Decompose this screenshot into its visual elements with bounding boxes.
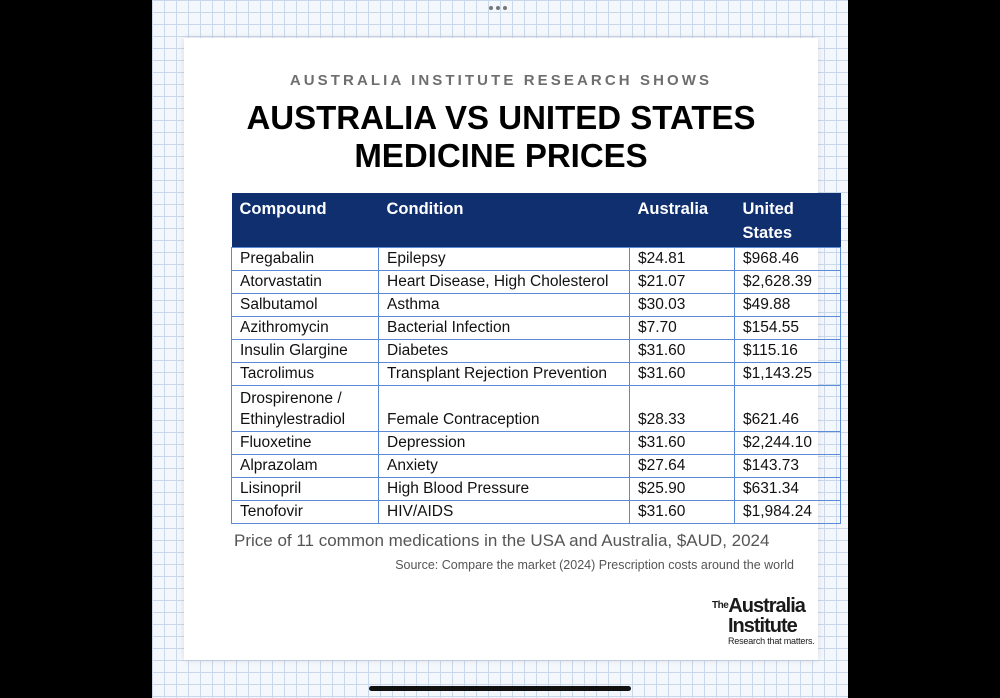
australia-price-cell: $24.81 <box>630 248 735 271</box>
column-header-australia: Australia <box>630 193 735 248</box>
us-price-cell: $621.46 <box>735 386 841 432</box>
australia-price-cell: $21.07 <box>630 271 735 294</box>
condition-cell: Asthma <box>379 294 630 317</box>
condition-cell: Diabetes <box>379 340 630 363</box>
table-row <box>232 455 841 478</box>
compound-cell: Insulin Glargine <box>232 340 379 363</box>
us-price-cell: $2,244.10 <box>735 432 841 455</box>
title-line-2: MEDICINE PRICES <box>354 137 648 174</box>
compound-cell: Tacrolimus <box>232 363 379 386</box>
logo-word-australia: Australia <box>728 595 805 617</box>
compound-cell: Salbutamol <box>232 294 379 317</box>
condition-cell: Bacterial Infection <box>379 317 630 340</box>
caption: Price of 11 common medications in the USA and Australia, $AUD, 2024 <box>234 531 770 550</box>
logo-line-1 <box>712 596 822 616</box>
australia-price-cell: $31.60 <box>630 501 735 524</box>
compound-cell: Alprazolam <box>232 455 379 478</box>
us-price-cell: $2,628.39 <box>735 271 841 294</box>
us-price-cell: $1,984.24 <box>735 501 841 524</box>
price-table <box>231 193 841 524</box>
source-note: Source: Compare the market (2024) Prescription costs around the world <box>395 558 794 572</box>
us-price-cell: $49.88 <box>735 294 841 317</box>
table-row <box>232 478 841 501</box>
column-header-condition: Condition <box>379 193 630 248</box>
compound-cell: Fluoxetine <box>232 432 379 455</box>
compound-cell: Lisinopril <box>232 478 379 501</box>
condition-cell: Anxiety <box>379 455 630 478</box>
condition-cell: Epilepsy <box>379 248 630 271</box>
condition-cell: Transplant Rejection Prevention <box>379 363 630 386</box>
compound-line-2: Ethinylestradiol <box>240 411 346 428</box>
condition-cell: HIV/AIDS <box>379 501 630 524</box>
table-row <box>232 501 841 524</box>
kicker: AUSTRALIA INSTITUTE RESEARCH SHOWS <box>289 72 713 89</box>
australia-price-cell: $25.90 <box>630 478 735 501</box>
us-price-cell: $968.46 <box>735 248 841 271</box>
column-header-united-states: United States <box>735 193 841 248</box>
screen <box>152 0 848 698</box>
table-row <box>232 432 841 455</box>
table-row <box>232 271 841 294</box>
us-price-cell: $1,143.25 <box>735 363 841 386</box>
column-header-compound: Compound <box>232 193 379 248</box>
table-header-row <box>232 193 841 248</box>
logo-word-institute: Institute <box>728 615 797 637</box>
us-price-cell: $143.73 <box>735 455 841 478</box>
australia-price-cell: $30.03 <box>630 294 735 317</box>
australia-institute-logo <box>712 596 822 647</box>
us-price-cell: $154.55 <box>735 317 841 340</box>
condition-cell: Depression <box>379 432 630 455</box>
us-price-cell: $631.34 <box>735 478 841 501</box>
australia-price-cell: $31.60 <box>630 432 735 455</box>
table-row <box>232 294 841 317</box>
table-row <box>232 317 841 340</box>
table-row <box>232 386 841 432</box>
table-row <box>232 248 841 271</box>
us-price-cell: $115.16 <box>735 340 841 363</box>
title-line-1: AUSTRALIA VS UNITED STATES <box>246 99 756 136</box>
compound-cell: Atorvastatin <box>232 271 379 294</box>
australia-price-cell: $31.60 <box>630 340 735 363</box>
more-options-icon[interactable] <box>489 6 507 10</box>
compound-cell: Tenofovir <box>232 501 379 524</box>
australia-price-cell: $31.60 <box>630 363 735 386</box>
infographic-card <box>184 38 818 660</box>
compound-cell: Pregabalin <box>232 248 379 271</box>
table-row <box>232 363 841 386</box>
logo-tagline: Research that matters. <box>728 636 815 646</box>
table-row <box>232 340 841 363</box>
logo-the: The <box>712 600 729 611</box>
compound-cell <box>232 386 379 432</box>
condition-cell: Female Contraception <box>379 386 630 432</box>
australia-price-cell: $7.70 <box>630 317 735 340</box>
compound-cell: Azithromycin <box>232 317 379 340</box>
australia-price-cell: $28.33 <box>630 386 735 432</box>
home-indicator[interactable] <box>369 686 631 691</box>
compound-line-1: Drospirenone / <box>240 390 342 407</box>
australia-price-cell: $27.64 <box>630 455 735 478</box>
condition-cell: Heart Disease, High Cholesterol <box>379 271 630 294</box>
condition-cell: High Blood Pressure <box>379 478 630 501</box>
